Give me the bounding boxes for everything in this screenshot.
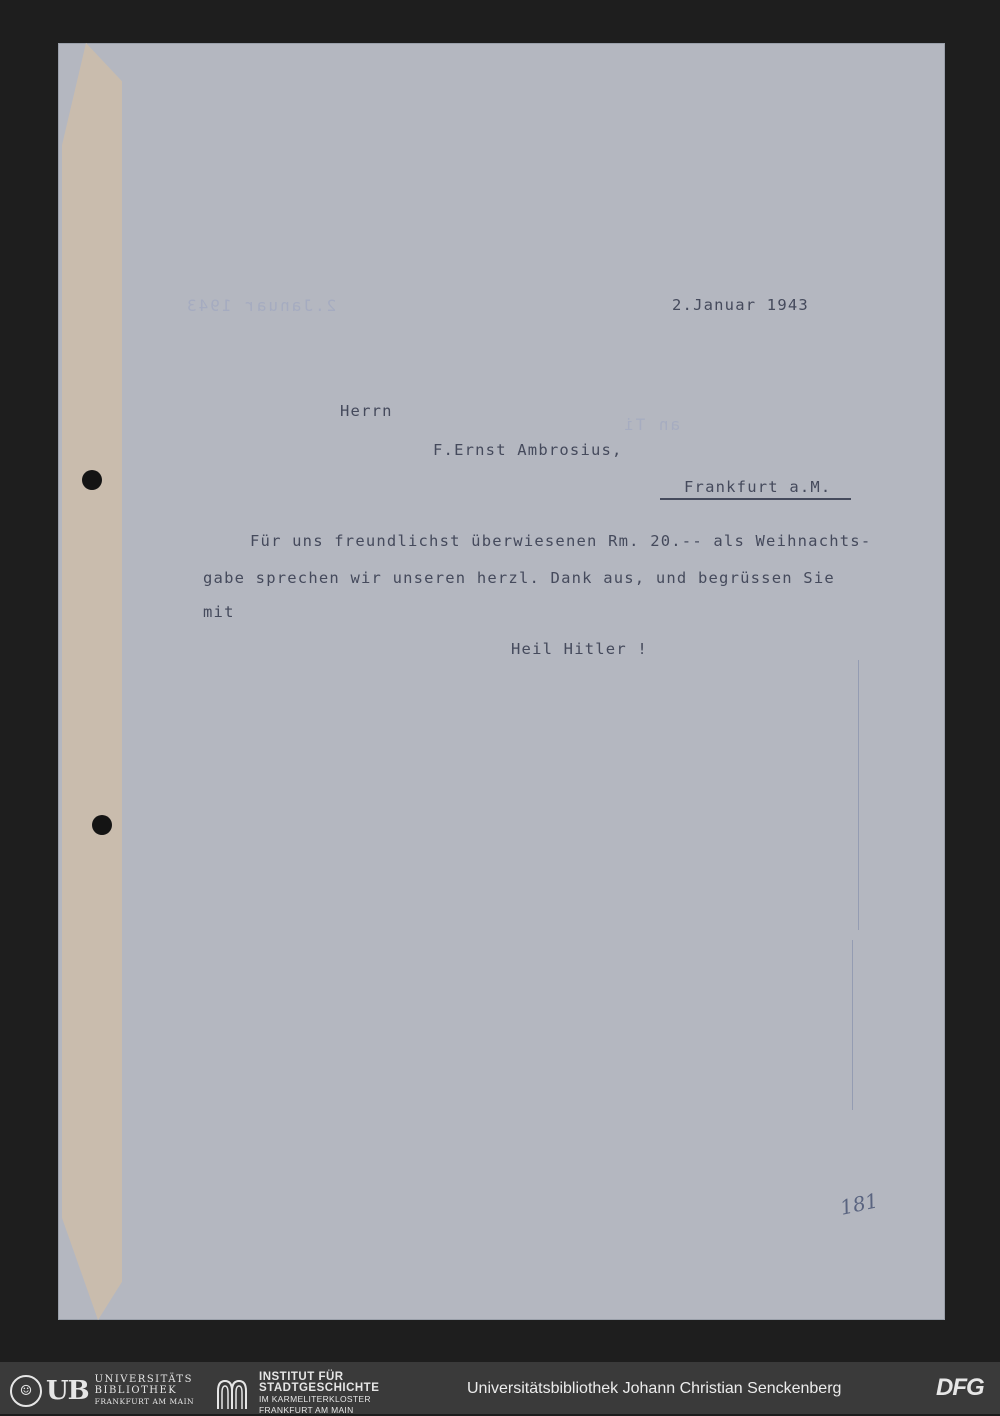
ub-wordmark — [95, 1374, 194, 1407]
letter-page — [58, 43, 945, 1320]
portrait-icon: ☺ — [10, 1375, 42, 1407]
closing: Heil Hitler ! — [511, 640, 648, 658]
recipient-city: Frankfurt a.M. — [660, 478, 851, 500]
letter-date: 2.Januar 1943 — [672, 296, 809, 314]
body-line-2: gabe sprechen wir unseren herzl. Dank aus, und begrüssen Sie — [203, 569, 835, 587]
ub-logo[interactable] — [10, 1374, 194, 1407]
folio-number: 181 — [837, 1188, 881, 1220]
punch-hole-top — [82, 470, 102, 490]
library-name[interactable]: Universitätsbibliothek Johann Christian Senckenberg — [467, 1380, 842, 1397]
bleed-through-date: 2.Januar 1943 — [185, 296, 337, 315]
body-line-3: mit — [203, 603, 235, 621]
pencil-margin-line — [858, 660, 859, 930]
inst-line-2: STADTGESCHICHTE — [259, 1382, 380, 1394]
salutation: Herrn — [340, 402, 393, 420]
ub-letters: UB — [46, 1375, 89, 1406]
punch-hole-bottom — [92, 815, 112, 835]
bleed-through-mark: an Ti — [622, 415, 681, 434]
page-edge — [62, 43, 122, 1320]
recipient-name: F.Ernst Ambrosius, — [433, 441, 623, 459]
inst-line-3: IM KARMELITERKLOSTER — [259, 1394, 371, 1404]
ub-line-2: BIBLIOTHEK — [94, 1385, 178, 1396]
arches-icon — [215, 1377, 249, 1411]
inst-line-4: FRANKFURT AM MAIN — [259, 1405, 354, 1415]
body-line-1: Für uns freundlichst überwiesenen Rm. 20.-- als Weihnachts- — [250, 532, 872, 550]
inst-line-1: INSTITUT FÜR — [259, 1371, 344, 1383]
dfg-logo[interactable]: DFG — [936, 1374, 984, 1401]
institut-logo[interactable] — [215, 1372, 379, 1416]
ub-line-3: FRANKFURT AM MAIN — [94, 1397, 195, 1406]
institut-wordmark — [259, 1372, 379, 1416]
ub-line-1: UNIVERSITÄTS — [94, 1374, 193, 1385]
pencil-margin-line-lower — [852, 940, 853, 1110]
